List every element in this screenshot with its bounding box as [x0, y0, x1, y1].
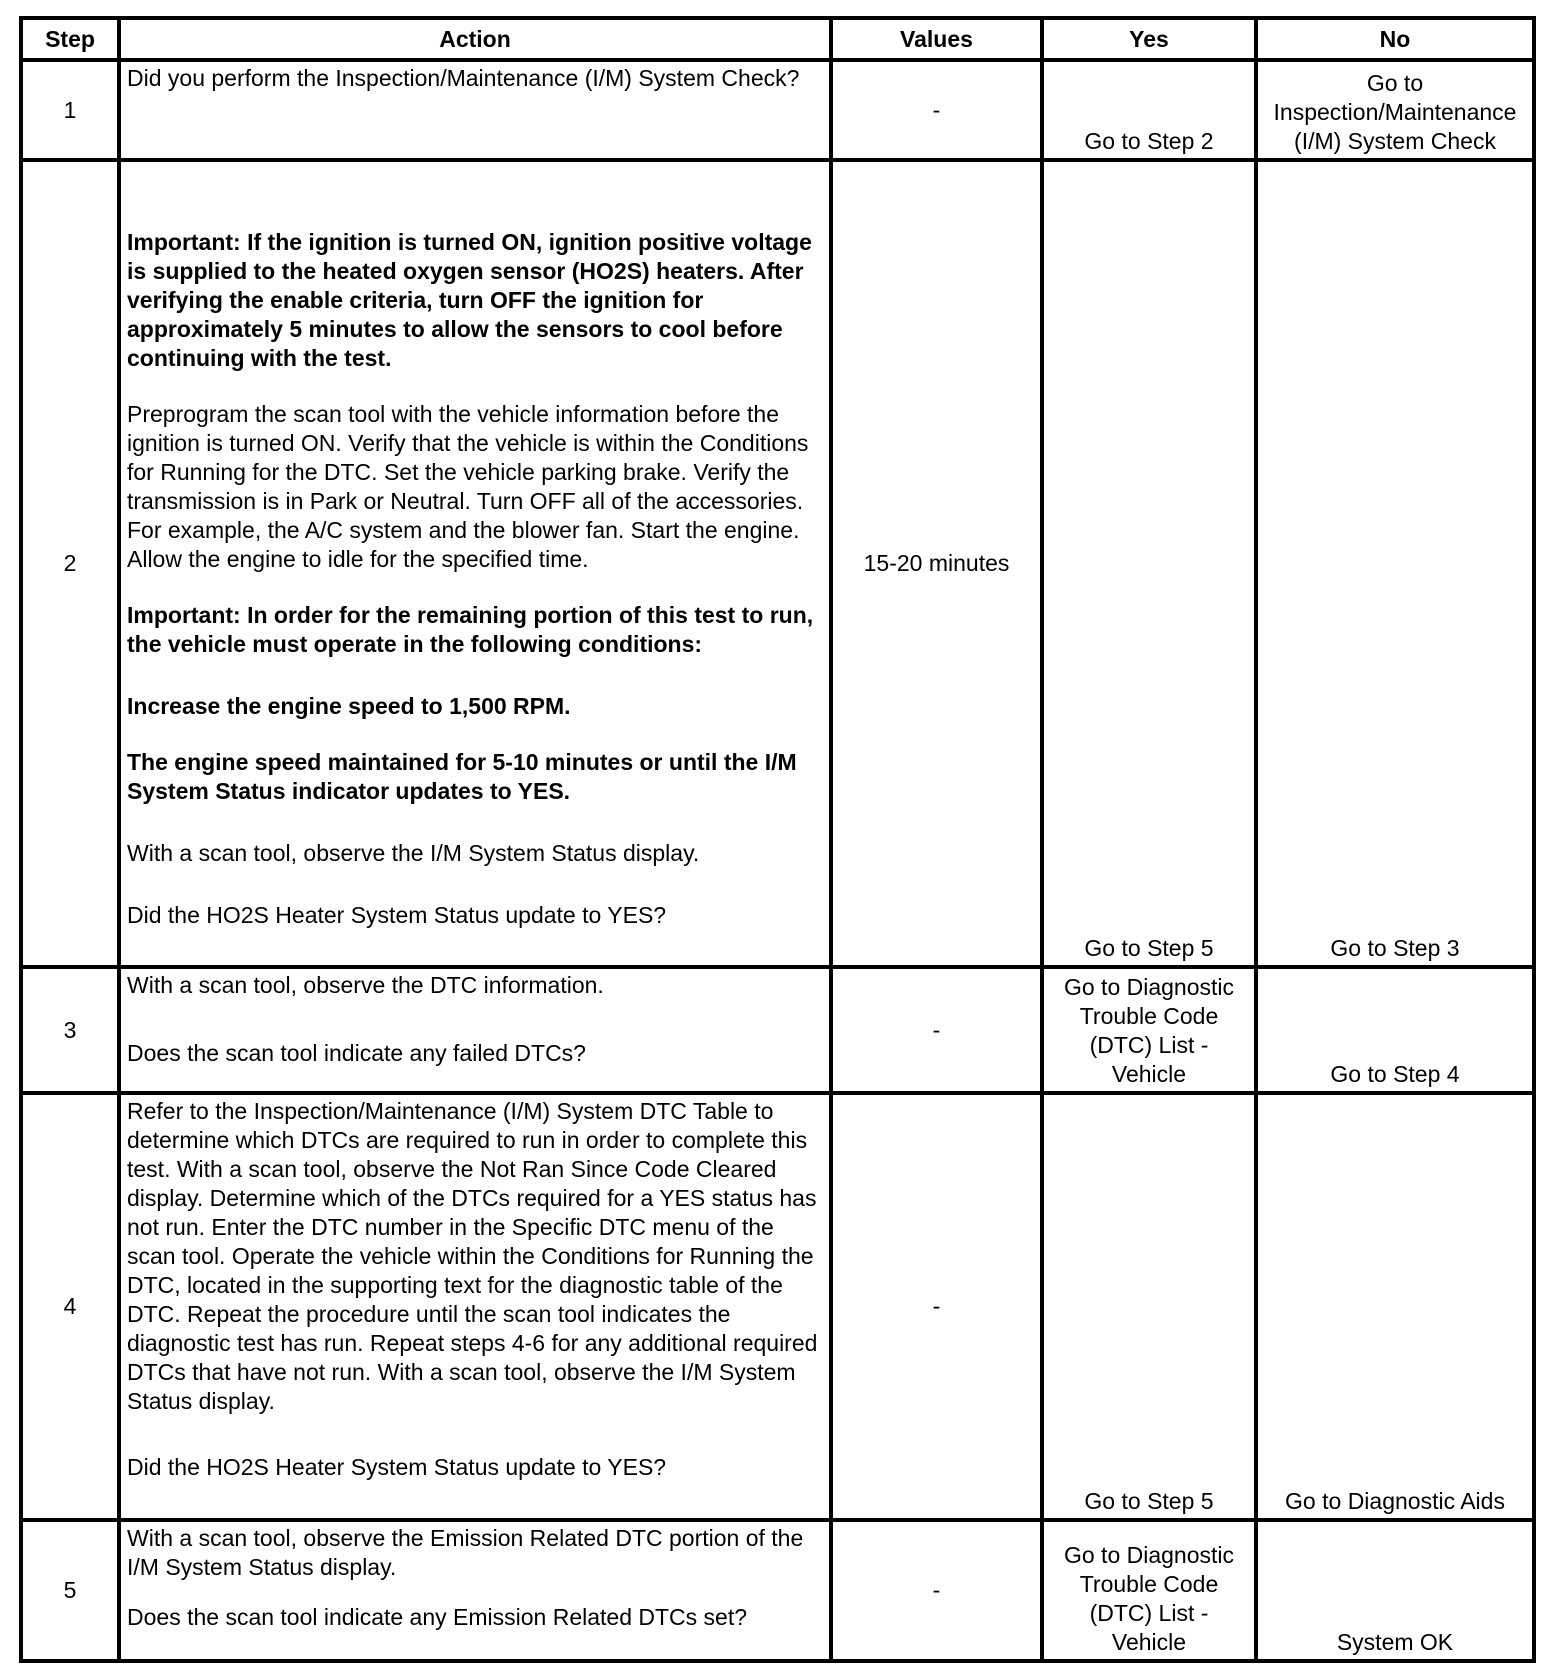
- header-no: No: [1256, 18, 1534, 60]
- step-number: 5: [21, 1520, 119, 1661]
- values-cell: -: [831, 967, 1042, 1093]
- action-text: With a scan tool, observe the I/M System Status display.: [127, 840, 700, 866]
- yes-cell: Go to Step 2: [1042, 60, 1256, 160]
- header-values: Values: [831, 18, 1042, 60]
- important-note: Important: In order for the remaining portion of this test to run, the vehicle must operate in the following conditions:: [127, 602, 814, 657]
- table-row: [21, 160, 1534, 967]
- no-cell: Go to Step 4: [1256, 967, 1534, 1093]
- header-step: Step: [21, 18, 119, 60]
- values-cell: 15-20 minutes: [831, 160, 1042, 967]
- condition-text: Increase the engine speed to 1,500 RPM.: [127, 693, 571, 719]
- action-cell: [119, 967, 831, 1093]
- step-number: 3: [21, 967, 119, 1093]
- diagnostic-table: [19, 16, 1536, 1663]
- action-cell: [119, 1520, 831, 1661]
- values-cell: -: [831, 60, 1042, 160]
- header-action: Action: [119, 18, 831, 60]
- yes-cell: Go to Diagnostic Trouble Code (DTC) List - Vehicle: [1042, 967, 1256, 1093]
- no-cell: Go to Inspection/Maintenance (I/M) System Check: [1256, 60, 1534, 160]
- question-text: Does the scan tool indicate any failed DTCs?: [127, 1040, 586, 1066]
- values-cell: -: [831, 1093, 1042, 1520]
- important-note: Important: If the ignition is turned ON, ignition positive voltage is supplied to the heated oxygen sensor (HO2S) heaters. After verifying the enable criteria, turn OFF the ignition for approximately 5 minutes to allow the sensors to cool before continuing with the test.: [127, 229, 812, 371]
- step-number: 4: [21, 1093, 119, 1520]
- no-cell: Go to Step 3: [1256, 160, 1534, 967]
- values-cell: -: [831, 1520, 1042, 1661]
- action-text: Preprogram the scan tool with the vehicle information before the ignition is turned ON. Verify that the vehicle is within the Conditions for Running for the DTC. Set the vehicle parking brake. Verify the transmission is in Park or Neutral. Turn OFF all of the accessories. For example, the A/C system and the blower fan. Start the engine. Allow the engine to idle for the specified time.: [127, 401, 809, 572]
- question-text: Did the HO2S Heater System Status update to YES?: [127, 1454, 667, 1480]
- question-text: Did the HO2S Heater System Status update to YES?: [127, 902, 667, 928]
- header-yes: Yes: [1042, 18, 1256, 60]
- no-cell: Go to Diagnostic Aids: [1256, 1093, 1534, 1520]
- yes-cell: Go to Diagnostic Trouble Code (DTC) List - Vehicle: [1042, 1520, 1256, 1661]
- table-row: [21, 60, 1534, 160]
- action-text: With a scan tool, observe the DTC information.: [127, 972, 604, 998]
- header-row: [21, 18, 1534, 60]
- question-text: Does the scan tool indicate any Emission Related DTCs set?: [127, 1604, 748, 1630]
- table-row: [21, 1093, 1534, 1520]
- step-number: 2: [21, 160, 119, 967]
- no-cell: System OK: [1256, 1520, 1534, 1661]
- action-cell: [119, 160, 831, 967]
- step-number: 1: [21, 60, 119, 160]
- condition-text: The engine speed maintained for 5-10 minutes or until the I/M System Status indicator updates to YES.: [127, 749, 797, 804]
- action-text: Refer to the Inspection/Maintenance (I/M) System DTC Table to determine which DTCs are required to run in order to complete this test. With a scan tool, observe the Not Ran Since Code Cleared display. Determine which of the DTCs required for a YES status has not run. Enter the DTC number in the Specific DTC menu of the scan tool. Operate the vehicle within the Conditions for Running the DTC, located in the supporting text for the diagnostic table of the DTC. Repeat the procedure until the scan tool indicates the diagnostic test has run. Repeat steps 4-6 for any additional required DTCs that have not run. With a scan tool, observe the I/M System Status display.: [127, 1098, 818, 1414]
- yes-cell: Go to Step 5: [1042, 160, 1256, 967]
- action-cell: Did you perform the Inspection/Maintenance (I/M) System Check?: [119, 60, 831, 160]
- action-text: With a scan tool, observe the Emission Related DTC portion of the I/M System Status display.: [127, 1525, 804, 1580]
- yes-cell: Go to Step 5: [1042, 1093, 1256, 1520]
- table-row: [21, 967, 1534, 1093]
- action-cell: [119, 1093, 831, 1520]
- table-row: [21, 1520, 1534, 1661]
